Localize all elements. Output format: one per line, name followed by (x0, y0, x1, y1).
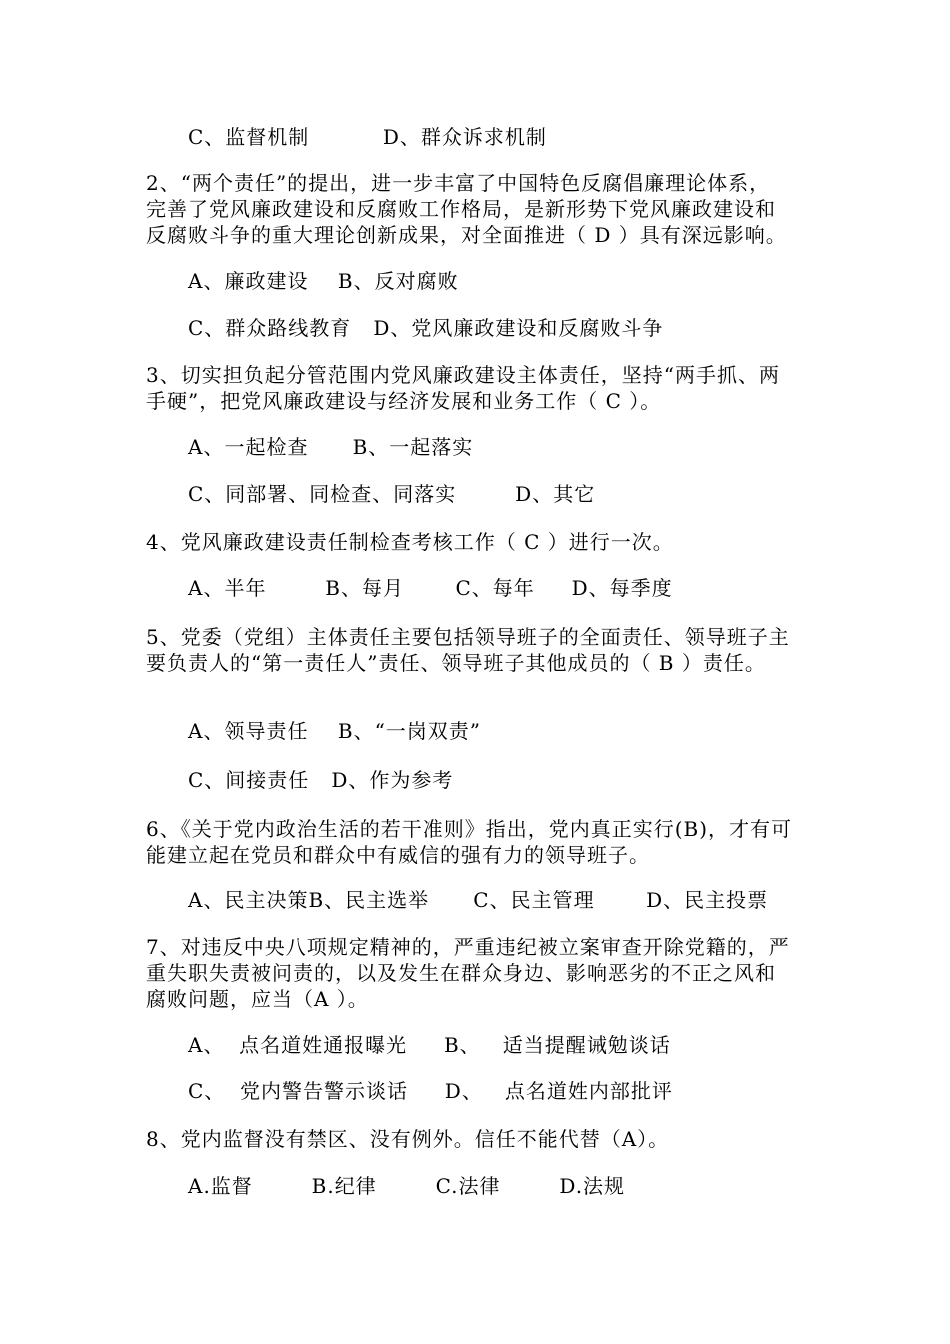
q2-text-line-1: 2、“两个责任”的提出，进一步丰富了中国特色反腐倡廉理论体系， (146, 171, 771, 195)
q6-options: A、民主决策B、民主选举 C、民主管理 D、民主投票 (188, 888, 769, 912)
q7-options-cd: C、 党内警告警示谈话 D、 点名道姓内部批评 (188, 1079, 673, 1103)
q3-options-ab: A、一起检查 B、一起落实 (188, 435, 474, 459)
q7-text-line-3: 腐败问题，应当（A ）。 (146, 987, 369, 1011)
q4-text-line-1: 4、党风廉政建设责任制检查考核工作（ C ）进行一次。 (146, 530, 674, 554)
q7-options-ab: A、 点名道姓通报曝光 B、 适当提醒诫勉谈话 (188, 1033, 671, 1057)
q2-options-cd: C、群众路线教育 D、党风廉政建设和反腐败斗争 (188, 316, 664, 340)
q8-options: A.监督 B.纪律 C.法律 D.法规 (188, 1174, 626, 1198)
q6-text-line-1: 6、《关于党内政治生活的若干准则》指出，党内真正实行(B)，才有可 (146, 817, 793, 841)
q2-options-ab: A、廉政建设 B、反对腐败 (188, 269, 459, 293)
q7-text-line-2: 重失职失责被问责的，以及发生在群众身边、影响恶劣的不正之风和 (146, 961, 776, 985)
q3-options-cd: C、同部署、同检查、同落实 D、其它 (188, 482, 596, 506)
q5-options-cd: C、间接责任 D、作为参考 (188, 768, 454, 792)
q4-options: A、半年 B、每月 C、每年 D、每季度 (188, 576, 673, 600)
q2-text-line-2: 完善了党风廉政建设和反腐败工作格局，是新形势下党风廉政建设和 (146, 197, 776, 221)
q3-text-line-2: 手硬”，把党风廉政建设与经济发展和业务工作（ C ）。 (146, 389, 662, 413)
q5-text-line-2: 要负责人的“第一责任人”责任、领导班子其他成员的（ B ）责任。 (146, 651, 766, 675)
q7-text-line-1: 7、对违反中央八项规定精神的，严重违纪被立案审查开除党籍的，严 (146, 935, 790, 959)
q5-options-ab: A、领导责任 B、“一岗双责” (188, 719, 482, 743)
q8-text-line-1: 8、党内监督没有禁区、没有例外。信任不能代替（A）。 (146, 1127, 670, 1151)
q3-text-line-1: 3、切实担负起分管范围内党风廉政建设主体责任，坚持“两手抓、两 (146, 363, 780, 387)
q5-text-line-1: 5、党委（党组）主体责任主要包括领导班子的全面责任、领导班子主 (146, 625, 790, 649)
q6-text-line-2: 能建立起在党员和群众中有威信的强有力的领导班子。 (146, 843, 650, 867)
q2-text-line-3: 反腐败斗争的重大理论创新成果，对全面推进（ D ）具有深远影响。 (146, 223, 787, 247)
q1-options-cd: C、监督机制 D、群众诉求机制 (188, 125, 547, 149)
